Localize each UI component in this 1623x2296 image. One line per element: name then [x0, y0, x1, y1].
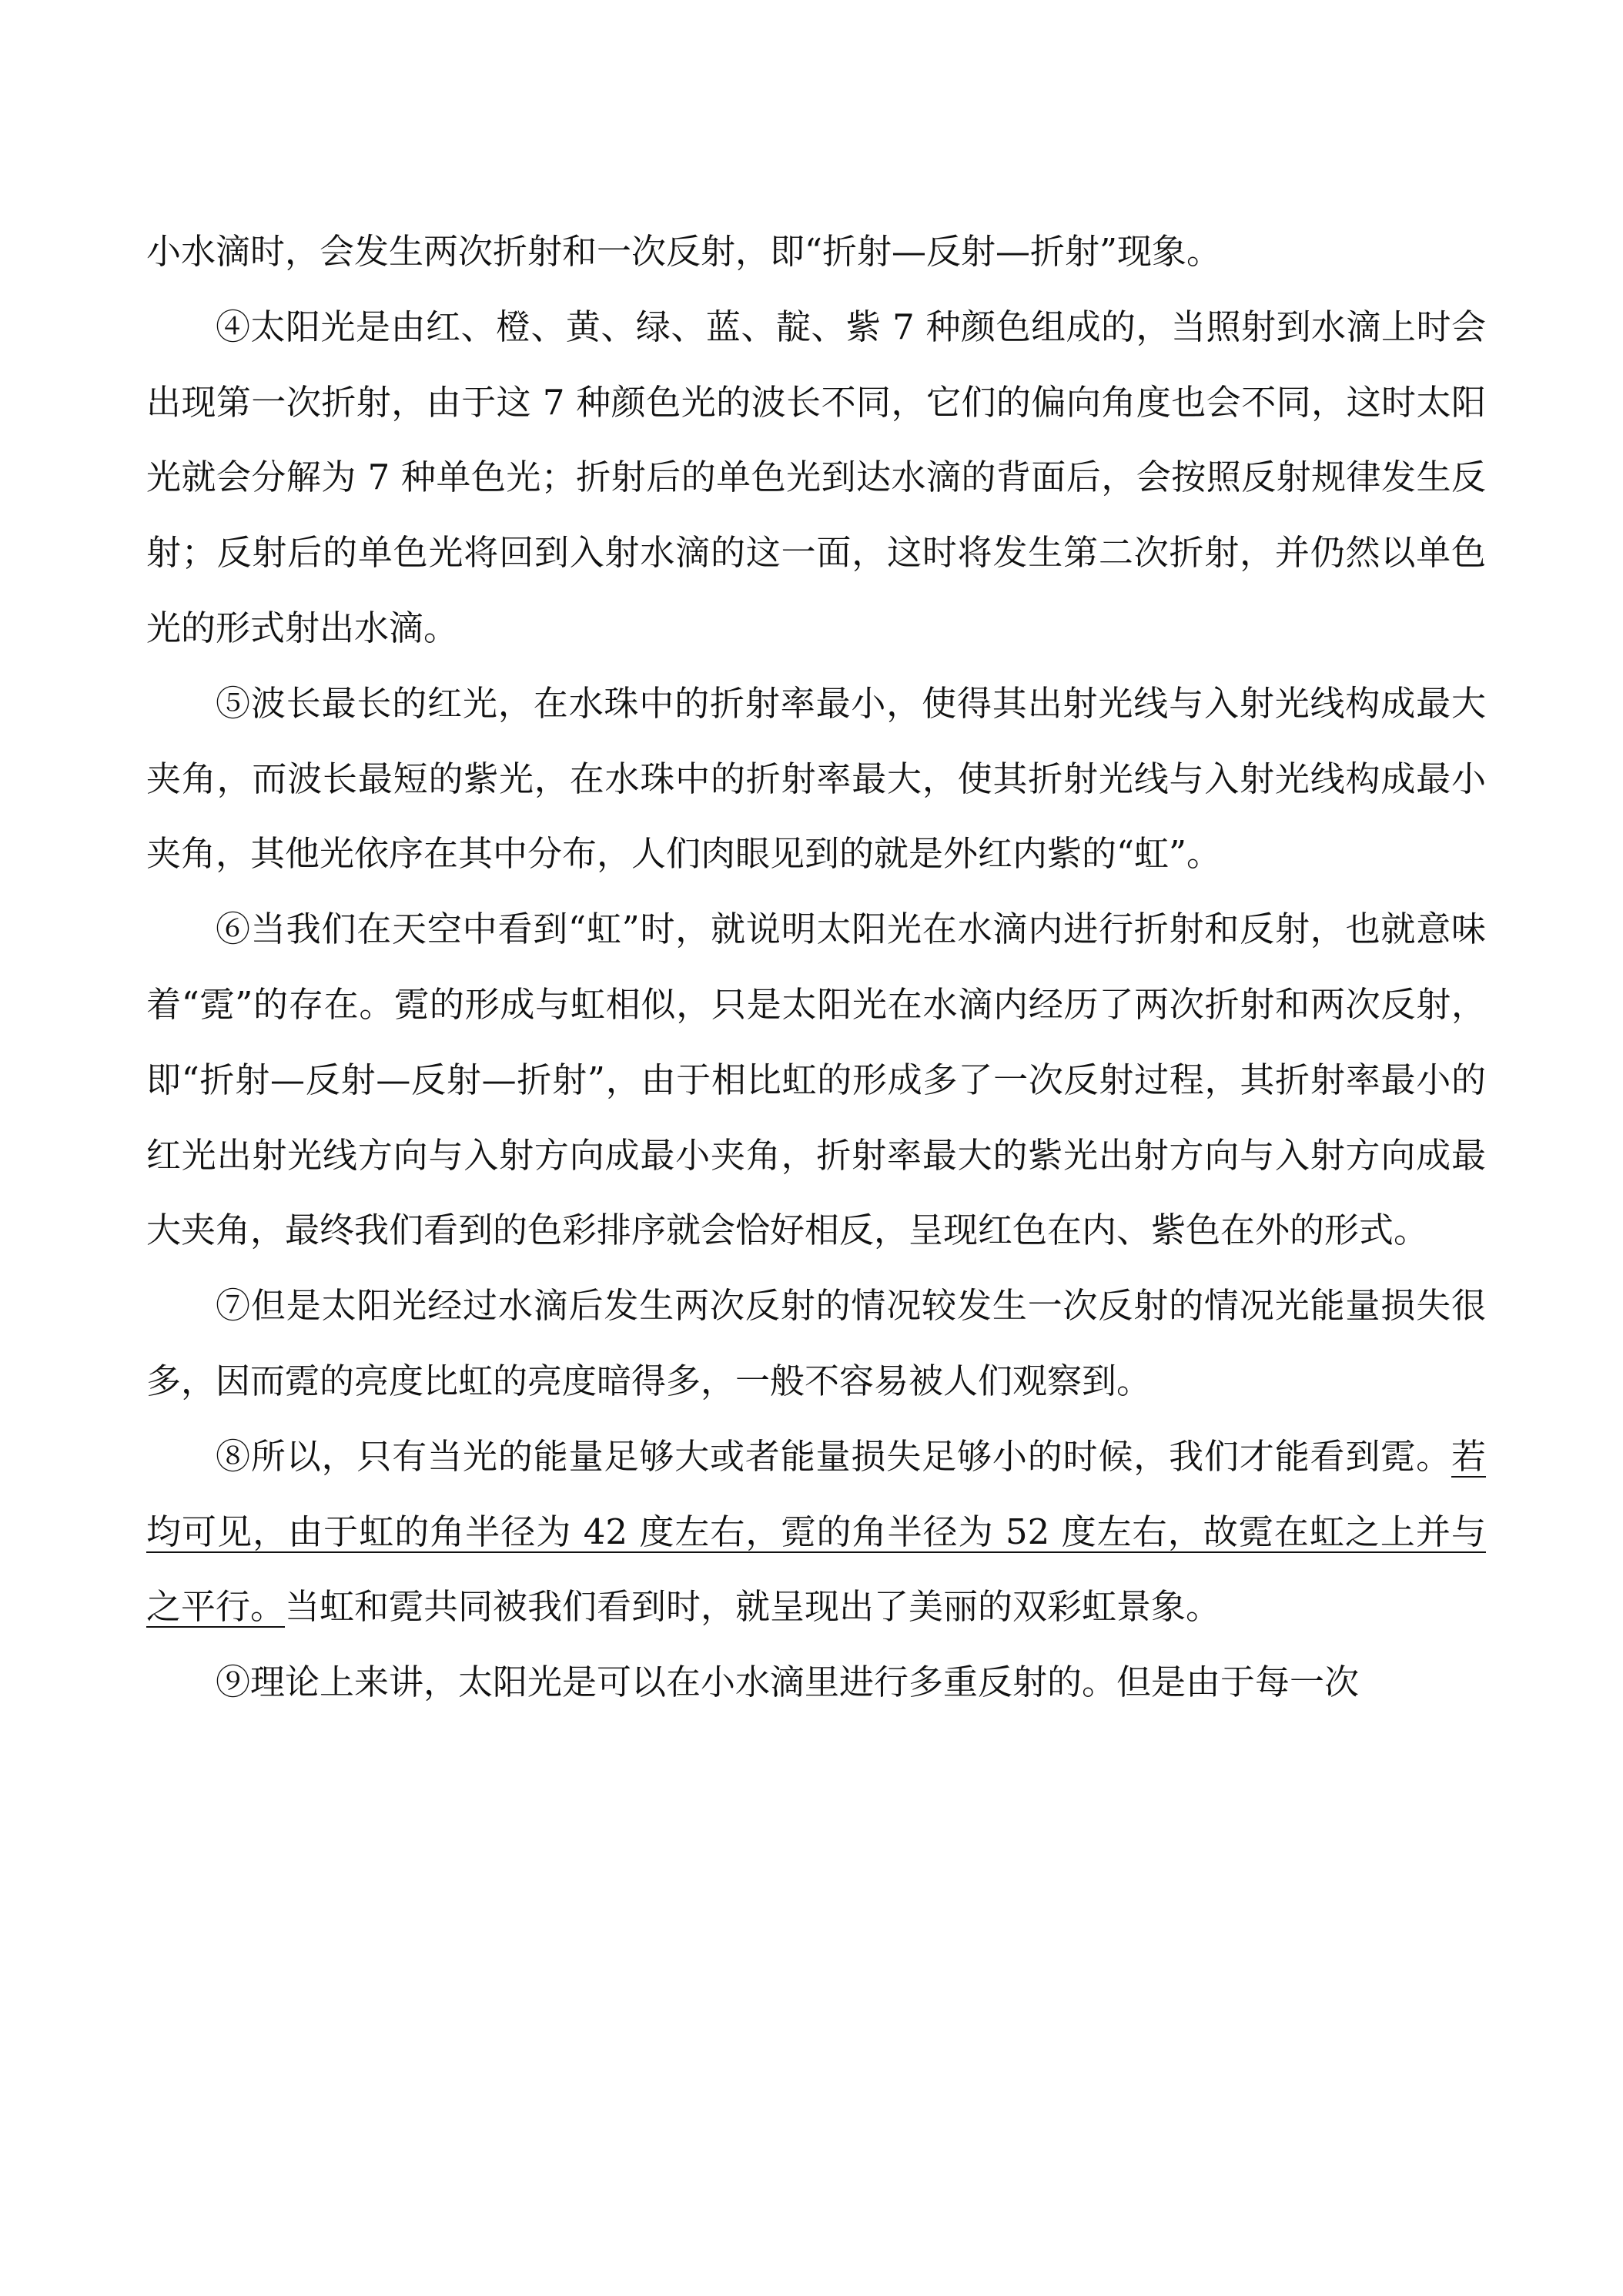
paragraph-8: [146, 1419, 1486, 1645]
paragraph-9: ⑨理论上来讲，太阳光是可以在小水滴里进行多重反射的。但是由于每一次: [216, 1662, 1360, 1703]
document-page: [146, 214, 1486, 1720]
paragraph-4: ④太阳光是由红、橙、黄、绿、蓝、靛、紫 7 种颜色组成的，当照射到水滴上时会出现第一次折射，由于这 7 种颜色光的波长不同，它们的偏向角度也会不同，这时太阳光就会分解为 7 种单色光；折射后的单色光到达水滴的背面后，会按照反射规律发生反射；反射后的单色光将回到入射水滴的这一面，这时将发生第二次折射，并仍然以单色光的形式射出水滴。: [146, 306, 1486, 648]
paragraph-8-underlined-text: 若均可见，由于虹的角半径为 42 度左右，霓的角半径为 52 度左右，故霓在虹之上并与之平行。: [146, 1435, 1486, 1628]
paragraph-7: ⑦但是太阳光经过水滴后发生两次反射的情况较发生一次反射的情况光能量损失很多，因而霓的亮度比虹的亮度暗得多，一般不容易被人们观察到。: [146, 1285, 1486, 1401]
paragraph-8-lead-text: ⑧所以，只有当光的能量足够大或者能量损失足够小的时候，我们才能看到霓。: [216, 1435, 1451, 1477]
paragraph-6: ⑥当我们在天空中看到“虹”时，就说明太阳光在水滴内进行折射和反射，也就意味着“霓”的存在。霓的形成与虹相似，只是太阳光在水滴内经历了两次折射和两次反射，即“折射—反射—反射—折射”，由于相比虹的形成多了一次反射过程，其折射率最小的红光出射光线方向与入射方向成最小夹角，折射率最大的紫光出射方向与入射方向成最大夹角，最终我们看到的色彩排序就会恰好相反，呈现红色在内、紫色在外的形式。: [146, 909, 1486, 1251]
paragraph-5: ⑤波长最长的红光，在水珠中的折射率最小，使得其出射光线与入射光线构成最大夹角，而波长最短的紫光，在水珠中的折射率最大，使其折射光线与入射光线构成最小夹角，其他光依序在其中分布，人们肉眼见到的就是外红内紫的“虹”。: [146, 682, 1486, 875]
paragraph-8-trailing-text: 当虹和霓共同被我们看到时，就呈现出了美丽的双彩虹景象。: [285, 1586, 1221, 1628]
paragraph-continuation: 小水滴时，会发生两次折射和一次反射，即“折射—反射—折射”现象。: [146, 231, 1222, 272]
